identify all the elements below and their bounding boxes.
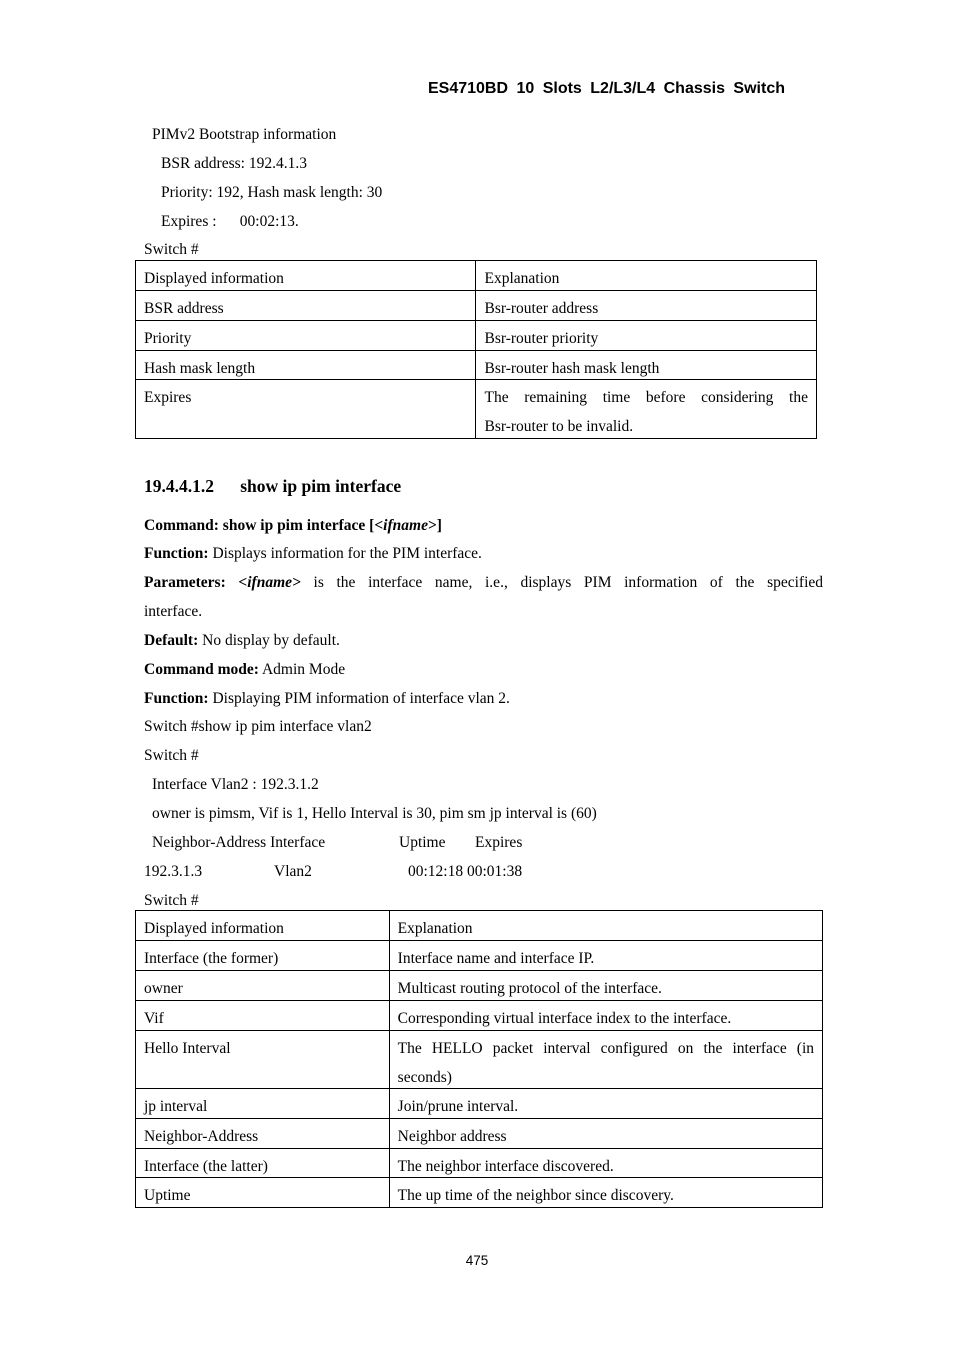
table-header-cell: Displayed information bbox=[144, 920, 284, 937]
table-cell: Expires bbox=[144, 389, 192, 406]
default-text: No display by default. bbox=[198, 632, 340, 649]
command-end: >] bbox=[427, 517, 442, 534]
parameters-label: Parameters: bbox=[144, 574, 226, 591]
table-cell: Vif bbox=[144, 1010, 164, 1027]
parameters-continued: interface. bbox=[144, 603, 203, 620]
output-line: owner is pimsm, Vif is 1, Hello Interval is 30, pim sm jp interval is (60) bbox=[152, 805, 597, 822]
table-cell: Hello Interval bbox=[144, 1040, 231, 1057]
table-cell: seconds) bbox=[397, 1069, 452, 1086]
table-row bbox=[136, 1001, 823, 1031]
table-cell: owner bbox=[144, 980, 183, 997]
table-cell: Neighbor-Address bbox=[144, 1128, 259, 1145]
table-cell: The remaining time before considering the bbox=[484, 389, 808, 406]
output-line: Switch # bbox=[144, 892, 199, 909]
section-title: show ip pim interface bbox=[240, 476, 402, 496]
function-label: Function: bbox=[144, 690, 209, 707]
output-line: Expires : 00:02:13. bbox=[161, 213, 299, 230]
table-header-cell: Displayed information bbox=[144, 270, 284, 287]
table-header-row bbox=[136, 261, 817, 291]
output-line: 192.3.1.3 bbox=[144, 863, 203, 880]
command-mode-label: Command mode: bbox=[144, 661, 259, 678]
parameters-text: is the interface name, i.e., displays PIM information of the specified bbox=[300, 574, 824, 591]
function-label: Function: bbox=[144, 545, 209, 562]
function-example-line bbox=[144, 689, 510, 709]
table-cell: Bsr-router to be invalid. bbox=[484, 418, 634, 435]
output-line: BSR address: 192.4.1.3 bbox=[161, 155, 307, 172]
output-line: PIMv2 Bootstrap information bbox=[152, 126, 337, 143]
bsr-info-table bbox=[135, 260, 817, 439]
table-row bbox=[136, 1178, 823, 1208]
section-heading bbox=[144, 476, 401, 497]
parameters-param: <ifname> bbox=[238, 574, 301, 591]
table-cell: Interface (the former) bbox=[144, 950, 279, 967]
table-row bbox=[136, 351, 817, 380]
output-line: Priority: 192, Hash mask length: 30 bbox=[161, 184, 383, 201]
command-syntax bbox=[144, 516, 442, 536]
output-line: Switch #show ip pim interface vlan2 bbox=[144, 718, 372, 735]
table-row bbox=[136, 941, 823, 971]
output-line: 00:12:18 00:01:38 bbox=[408, 863, 523, 880]
command-mode-line bbox=[144, 660, 345, 680]
output-line: Vlan2 bbox=[274, 863, 312, 880]
table-cell: Hash mask length bbox=[144, 360, 256, 377]
table-header-row bbox=[136, 911, 823, 941]
command-param: ifname bbox=[383, 517, 428, 534]
table-row bbox=[136, 1119, 823, 1149]
output-line: Neighbor-Address Interface bbox=[152, 834, 326, 851]
table-row bbox=[136, 380, 817, 439]
table-row bbox=[136, 321, 817, 351]
output-line: Interface Vlan2 : 192.3.1.2 bbox=[152, 776, 319, 793]
table-cell: Bsr-router priority bbox=[484, 330, 599, 347]
table-cell: Join/prune interval. bbox=[397, 1098, 519, 1115]
command-mode-text: Admin Mode bbox=[258, 661, 346, 678]
table-header-cell: Explanation bbox=[484, 270, 560, 287]
output-line: Expires bbox=[475, 834, 523, 851]
table-cell: Bsr-router address bbox=[484, 300, 599, 317]
output-line: Uptime bbox=[399, 834, 446, 851]
table-cell: Neighbor address bbox=[397, 1128, 507, 1145]
table-cell: Uptime bbox=[144, 1187, 191, 1204]
function-text: Displaying PIM information of interface vlan 2. bbox=[208, 690, 510, 707]
table-cell: Multicast routing protocol of the interface. bbox=[397, 980, 662, 997]
table-row bbox=[136, 971, 823, 1001]
table-cell: Interface (the latter) bbox=[144, 1158, 268, 1175]
table-cell: Interface name and interface IP. bbox=[397, 950, 595, 967]
table-header-cell: Explanation bbox=[397, 920, 473, 937]
table-cell: Corresponding virtual interface index to the interface. bbox=[397, 1010, 732, 1027]
function-line bbox=[144, 544, 482, 564]
default-line bbox=[144, 631, 340, 651]
pim-interface-table bbox=[135, 910, 823, 1208]
table-row bbox=[136, 1031, 823, 1089]
table-cell: jp interval bbox=[144, 1098, 208, 1115]
parameters-line bbox=[144, 573, 823, 593]
table-cell: The up time of the neighbor since discovery. bbox=[397, 1187, 674, 1204]
output-line: Switch # bbox=[144, 747, 199, 764]
table-cell: Priority bbox=[144, 330, 192, 347]
table-row bbox=[136, 1089, 823, 1119]
table-cell: BSR address bbox=[144, 300, 224, 317]
table-row bbox=[136, 291, 817, 321]
table-cell: The HELLO packet interval configured on the interface (in bbox=[397, 1040, 814, 1057]
command-label: Command: show ip pim interface [< bbox=[144, 517, 384, 534]
default-label: Default: bbox=[144, 632, 199, 649]
table-cell: Bsr-router hash mask length bbox=[484, 360, 660, 377]
function-text: Displays information for the PIM interface. bbox=[208, 545, 482, 562]
section-number: 19.4.4.1.2 bbox=[144, 476, 214, 496]
table-cell: The neighbor interface discovered. bbox=[397, 1158, 614, 1175]
output-line: Switch # bbox=[144, 241, 199, 258]
table-row bbox=[136, 1149, 823, 1178]
page-number: 475 bbox=[465, 1253, 489, 1268]
running-header: ES4710BD 10 Slots L2/L3/L4 Chassis Switch bbox=[427, 80, 785, 97]
